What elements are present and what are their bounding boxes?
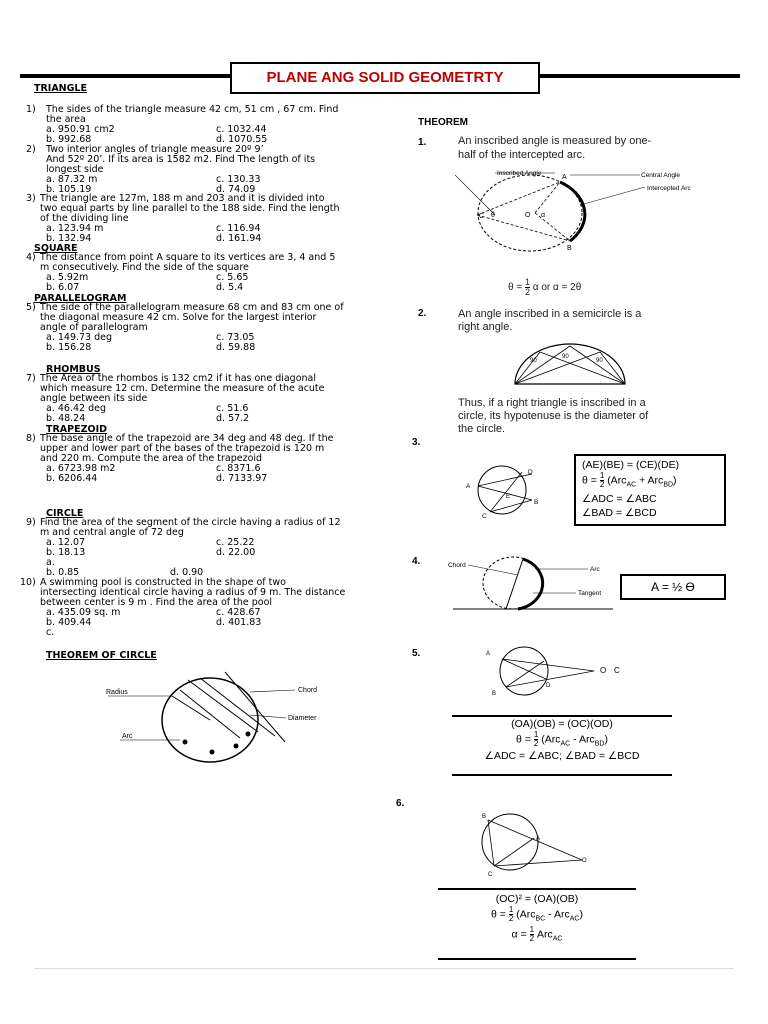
label-diameter: Diameter [288,715,317,722]
section-heading-theorem-of-circle: THEOREM OF CIRCLE [46,650,157,661]
label-chord: Chord [298,687,318,694]
t3-formula-3: ∠ADC = ∠ABC [582,493,657,506]
t6-number: 6. [396,798,405,809]
t6-f3-sub-ac: AC [552,935,563,943]
t3-f2-theta: θ = [582,474,597,487]
t1-formula [508,278,581,297]
label-radius: Radius [106,689,128,696]
q1-text-2: the area [46,114,86,125]
t1-label-b: B [567,245,572,252]
t6-f2-theta: θ = [491,908,506,921]
t5-f2-theta: θ = [516,733,531,746]
t5-half-den: 2 [533,739,539,748]
t6-half-2-den: 2 [529,934,535,944]
section-heading-trapezoid: TRAPEZOID [46,424,107,435]
theorem-of-circle-diagram [100,670,340,770]
q8-choice-d: d. 7133.97 [216,473,268,484]
q8-number: 8) [26,433,36,444]
section-heading-square: SQUARE [34,243,78,254]
t2-angle-left: 90 [530,358,537,364]
t1-line-1: An inscribed angle is measured by one- [458,135,652,147]
q5-choice-a: a. 149.73 deg [46,332,113,343]
q3-choice-b: b. 132.94 [46,233,92,244]
t2-line-4: circle, its hypotenuse is the diameter of [458,410,649,422]
q4-choice-c: c. 5.65 [216,272,249,283]
t5-formula-1: (OA)(OB) = (OC)(OD) [511,718,613,730]
t5-label-c: C [614,666,620,675]
t1-label-intercepted: Intercepted Arc [647,185,691,192]
t5-label-o: O [600,666,607,675]
t6-diagram [470,812,600,878]
t3-f2-sub-ac: AC [626,481,637,489]
t5-rule-top [452,715,672,717]
q8-choice-a: a. 6723.98 m2 [46,463,116,474]
t1-frac-num: 1 [524,277,530,287]
t4-number: 4. [412,556,421,567]
t1-label-o: O [525,212,531,219]
t6-half [509,906,513,923]
t6-half-num: 1 [508,905,514,914]
section-heading-circle: CIRCLE [46,508,84,519]
t3-f2-plus: + Arc [636,474,664,487]
t1-label-c: C [479,213,485,220]
q4-text: The distance from point A square to its vertices are 3, 4 and 5 [40,252,336,263]
t1-fraction [525,278,530,297]
t6-f2-arc: (Arc [516,908,536,921]
q10-text-3: between center is 9 m . Find the area of the pool [40,597,273,608]
t3-half [600,472,604,489]
q10-text: A swimming pool is constructed in the shape of two [40,577,286,588]
q2-text-3: longest side [46,164,104,175]
q9-choice-d: d. 22.00 [216,547,256,558]
q1-choice-b: b. 992.68 [46,134,92,145]
q2-text: Two interior angles of triangle measure 20º 9’ [46,144,264,155]
t5-number: 5. [412,648,421,659]
t3-formula-1: (AE)(BE) = (CE)(DE) [582,459,680,471]
t2-line-1: An angle inscribed in a semicircle is a [458,308,642,320]
q10-number: 10) [20,577,36,588]
q7-text-3: angle between its side [40,393,148,404]
label-arc: Arc [122,733,133,740]
q9-choice-b2: b. 0.85 [46,567,80,578]
t5-f2-arc: (Arc [541,733,561,746]
t6-label-a: A [536,836,541,842]
q10-choice-a: a. 435.09 sq. m [46,607,121,618]
q3-text-3: of the dividing line [40,213,129,224]
t1-formula-right: α or α = 2θ [532,282,582,294]
t4-label-chord: Chord [448,562,466,569]
t5-formulas [452,718,672,763]
t1-label-central: Central Angle [641,172,681,179]
t2-line-2: right angle. [458,321,513,333]
q9-choice-a2: a. [46,557,55,568]
q8-text-3: and 220 m. Compute the area of the trapezoid [40,453,263,464]
t1-label-alpha: α [541,212,546,219]
t6-f2-close: ) [579,908,583,921]
q4-choice-b: b. 6.07 [46,282,80,293]
q8-choice-c: c. 8371.6 [216,463,261,474]
t5-half [534,731,538,748]
q3-choice-a: a. 123.94 m [46,223,104,234]
q1-choice-c: c. 1032.44 [216,124,267,135]
t6-rule-bottom [438,958,636,960]
t2-angle-right: 90 [596,358,603,364]
t5-f2-close: ) [604,733,608,746]
q1-choice-d: d. 1070.55 [216,134,268,145]
t5-half-num: 1 [533,730,539,739]
q3-text-2: two equal parts by line parallel to the 188 side. Find the length [40,203,340,214]
t3-label-e: E [506,494,511,500]
q5-choice-d: d. 59.88 [216,342,256,353]
t3-number: 3. [412,437,421,448]
q7-choice-d: d. 57.2 [216,413,250,424]
q2-number: 2) [26,144,36,155]
t3-half-den: 2 [599,480,605,489]
q9-choice-d2: d. 0.90 [170,567,204,578]
t3-formula-box [574,454,726,526]
t5-formula-3: ∠ADC = ∠ABC; ∠BAD = ∠BCD [484,750,640,763]
t5-label-b: B [492,691,497,697]
q2-text-2: And 52º 20’. If its area is 1582 m2. Find The length of its [46,154,316,165]
q10-choice-c2: c. [46,627,55,638]
t6-f2-sub-bc: BC [535,915,546,923]
t3-formula-4: ∠BAD = ∠BCD [582,507,657,520]
q7-text-2: which measure 12 cm. Determine the measure of the acute [40,383,325,394]
t6-f2-sub-ac: AC [569,915,580,923]
q7-choice-c: c. 51.6 [216,403,249,414]
t5-rule-bottom [452,774,672,776]
q7-text: The Area of the rhombos is 132 cm2 if it has one diagonal [40,373,317,384]
t1-label-a: A [562,174,567,181]
q2-choice-a: a. 87.32 m [46,174,98,185]
t2-semicircle-diagram [510,340,630,388]
t1-frac-den: 2 [524,287,530,297]
q10-text-2: intersecting identical circle having a radius of 9 m. The distance [40,587,346,598]
q2-choice-d: d. 74.09 [216,184,256,195]
q8-choice-b: b. 6206.44 [46,473,98,484]
q10-choice-b: b. 409.44 [46,617,92,628]
t4-formula-box: A = ½ ϴ [620,574,726,600]
t5-f2-sub-ac: AC [560,740,571,748]
t6-label-b: B [482,814,487,820]
t1-number: 1. [418,137,427,148]
t5-f2-sub-bd: BD [594,740,605,748]
t1-label-theta: θ [491,212,495,219]
t3-diagram [462,462,552,520]
t6-label-o: O [582,858,587,864]
t5-formula-2 [452,731,672,750]
t4-diagram [448,555,613,613]
t1-label-inscribed: Inscribed Angle [497,170,542,177]
q5-choice-b: b. 156.28 [46,342,92,353]
q3-text: The triangle are 127m, 188 m and 203 and it is divided into [40,193,325,204]
t6-f2-minus: - Arc [545,908,570,921]
q4-number: 4) [26,252,36,263]
t6-f3-alpha: α = [511,928,527,941]
footer-rule [34,968,734,969]
t2-number: 2. [418,308,427,319]
q5-choice-c: c. 73.05 [216,332,255,343]
t2-line-5: the circle. [458,423,506,435]
t1-formula-left: θ = [508,282,523,294]
q9-text: Find the area of the segment of the circle having a radius of 12 [40,517,341,528]
q9-number: 9) [26,517,36,528]
t2-angle-mid: 90 [562,354,569,360]
q4-text-2: m consecutively. Find the side of the square [40,262,249,273]
q9-text-2: m and central angle of 72 deg [40,527,184,538]
q1-number: 1) [26,104,36,115]
q8-text: The base angle of the trapezoid are 34 deg and 48 deg. If the [40,433,334,444]
q8-text-2: upper and lower part of the bases of the trapezoid is 120 m [40,443,325,454]
t5-f2-minus: - Arc [570,733,595,746]
section-heading-parallelogram: PARALLELOGRAM [34,293,127,304]
q1-text: The sides of the triangle measure 42 cm, 51 cm , 67 cm. Find [46,104,339,115]
q3-number: 3) [26,193,36,204]
q5-text-2: the diagonal measure 42 cm. Solve for the largest interior [40,312,317,323]
t6-formula-3 [438,926,636,946]
theorem-heading: THEOREM [418,117,468,128]
q3-choice-c: c. 116.94 [216,223,261,234]
t2-line-3: Thus, if a right triangle is inscribed in a [458,397,646,409]
page-title: PLANE ANG SOLID GEOMETRTY [230,62,540,94]
t1-line-2: half of the intercepted arc. [458,149,586,161]
q10-choice-d: d. 401.83 [216,617,262,628]
t5-label-d: D [546,683,551,689]
q9-choice-b: b. 18.13 [46,547,86,558]
t3-label-a: A [466,483,471,490]
t6-f3-arc: Arc [536,928,553,941]
t3-label-c: C [482,513,487,520]
t6-label-c: C [488,872,493,878]
q4-choice-a: a. 5.92m [46,272,89,283]
q5-text-3: angle of parallelogram [40,322,148,333]
t6-half-den: 2 [508,914,514,923]
q1-choice-a: a. 950.91 cm2 [46,124,115,135]
q2-choice-c: c. 130.33 [216,174,261,185]
q9-choice-a: a. 12.07 [46,537,86,548]
t3-formula-2 [582,472,718,492]
q5-number: 5) [26,302,36,313]
t4-label-arc: Arc [590,566,600,573]
t3-label-d: D [528,469,533,476]
q10-choice-c: c. 428.67 [216,607,261,618]
t6-half-2-num: 1 [529,925,535,935]
t5-label-a: A [486,651,491,657]
q2-choice-b: b. 105.19 [46,184,92,195]
t6-formulas [438,892,636,947]
t6-formula-2 [438,906,636,926]
t6-rule-top [438,888,636,890]
q7-number: 7) [26,373,36,384]
t3-half-num: 1 [599,471,605,480]
t3-label-b: B [534,499,539,506]
q5-text: The side of the parallelogram measure 68 cm and 83 cm one of [40,302,344,313]
t5-diagram [484,645,644,697]
q4-choice-d: d. 5.4 [216,282,244,293]
t6-formula-1: (OC)² = (OA)(OB) [495,893,579,905]
t6-half-2 [530,926,534,943]
t3-f2-sub-bd: BD [663,481,674,489]
t4-label-tangent: Tangent [578,590,602,597]
q7-choice-a: a. 46.42 deg [46,403,106,414]
t1-diagram [455,165,715,285]
q9-choice-c: c. 25.22 [216,537,255,548]
t3-f2-arc: (Arc [607,474,627,487]
q3-choice-d: d. 161.94 [216,233,262,244]
t3-f2-close: ) [673,474,677,487]
section-heading-rhombus: RHOMBUS [46,364,101,375]
q7-choice-b: b. 48.24 [46,413,86,424]
section-heading-triangle: TRIANGLE [34,83,87,94]
